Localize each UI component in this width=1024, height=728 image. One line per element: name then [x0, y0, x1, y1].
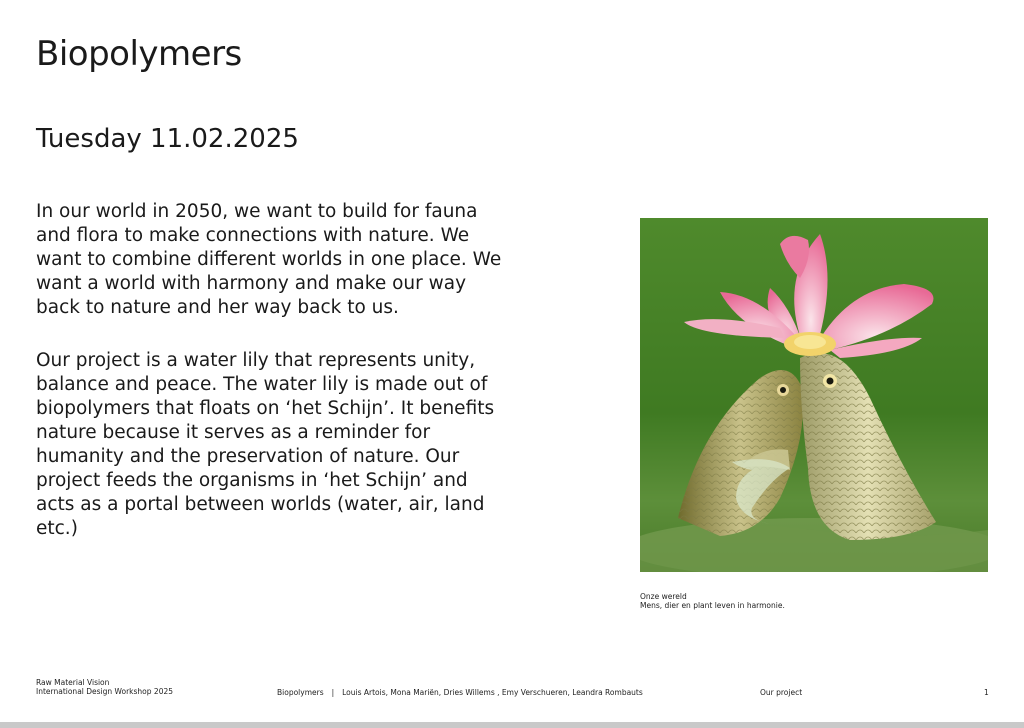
footer-section: Our project	[760, 688, 803, 697]
footer-topic: Biopolymers	[277, 688, 324, 697]
footer-separator: |	[331, 688, 335, 697]
paragraph-project: Our project is a water lily that represents unity, balance and peace. The water lily is made out of biopolymers that floats on ‘het Schijn’. It benefits nature because it serves as a reminder for humanity and the preservation of nature. Our project feeds the organisms in ‘het Schijn’ and acts as a portal between worlds (water, air, land etc.)	[36, 350, 495, 539]
photo-fish-and-water-lily	[640, 218, 988, 572]
fish-lily-illustration	[640, 218, 988, 572]
footer-credits	[277, 688, 643, 697]
page-bottom-edge	[0, 722, 1024, 728]
figure-caption	[640, 592, 785, 610]
footer-authors: Louis Artois, Mona Mariën, Dries Willems , Emy Verschueren, Leandra Rombauts	[342, 688, 643, 697]
page-title: Biopolymers	[36, 34, 242, 74]
body-text	[36, 200, 506, 570]
paragraph-intro: In our world in 2050, we want to build for fauna and flora to make connections with nature. We want to combine different worlds in one place. We want a world with harmony and make our way back to nature and her way back to us.	[36, 201, 502, 318]
page-date: Tuesday 11.02.2025	[36, 124, 299, 154]
caption-title: Onze wereld	[640, 592, 687, 601]
footer-organization	[36, 678, 173, 696]
footer-page-number: 1	[984, 688, 989, 697]
footer-org-line2: International Design Workshop 2025	[36, 687, 174, 696]
footer-org-line1: Raw Material Vision	[36, 678, 110, 687]
caption-text: Mens, dier en plant leven in harmonie.	[640, 601, 785, 610]
